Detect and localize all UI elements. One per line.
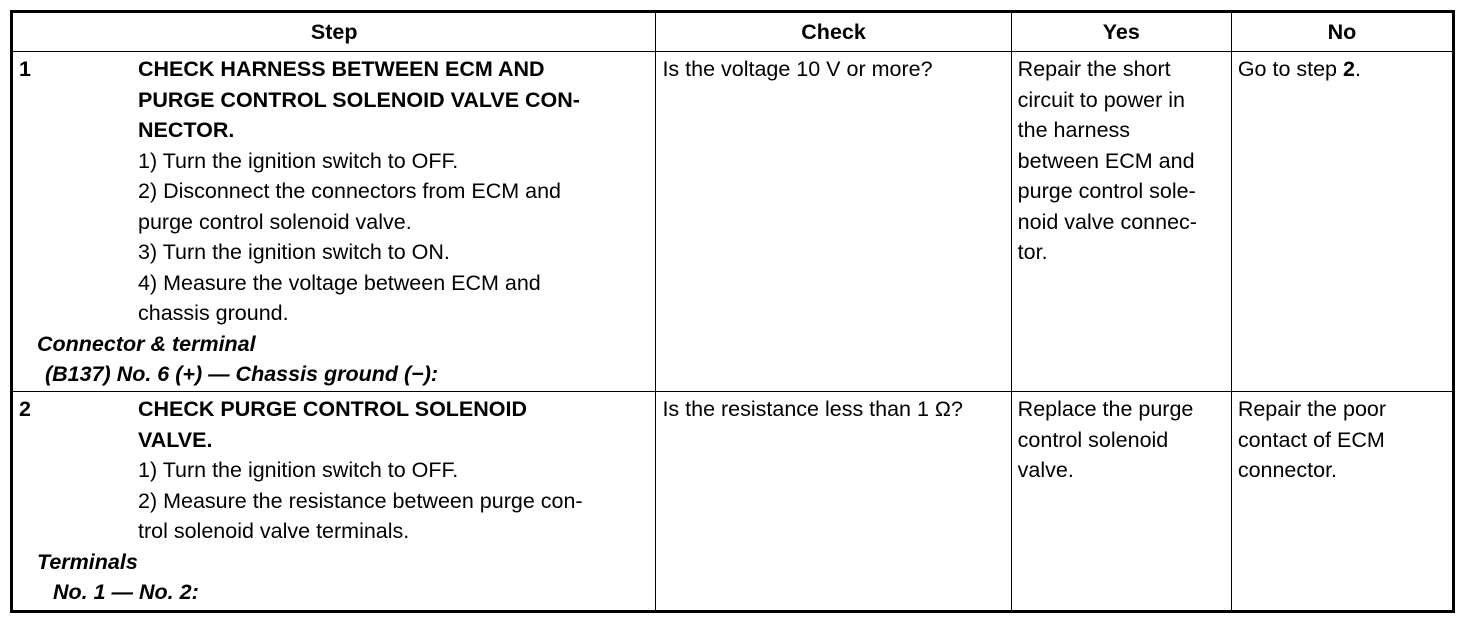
no-action bbox=[1238, 52, 1446, 85]
step-number: 2 bbox=[19, 397, 31, 421]
spec-label: Connector & terminal bbox=[37, 331, 256, 356]
no-cell bbox=[1231, 52, 1453, 392]
check-question: Is the voltage 10 V or more? bbox=[662, 57, 933, 81]
instruction-line: purge control solenoid valve. bbox=[138, 209, 412, 234]
yes-line: control solenoid bbox=[1017, 427, 1169, 452]
no-line: Repair the poor bbox=[1237, 397, 1387, 421]
no-step-ref: 2 bbox=[1342, 57, 1355, 81]
yes-cell bbox=[1011, 392, 1231, 612]
check-cell bbox=[656, 392, 1011, 612]
yes-line: Repair the short bbox=[1017, 57, 1171, 81]
spec-value: No. 1 — No. 2: bbox=[53, 580, 199, 604]
step-cell bbox=[12, 392, 656, 612]
spec-value: (B137) No. 6 (+) — Chassis ground (−): bbox=[45, 362, 439, 386]
instruction-line: 2) Disconnect the connectors from ECM and bbox=[138, 179, 562, 203]
step-title-line: CHECK HARNESS BETWEEN ECM AND bbox=[138, 57, 545, 81]
no-prefix: Go to step bbox=[1237, 57, 1343, 81]
yes-line: purge control sole- bbox=[1017, 179, 1196, 203]
yes-line: valve. bbox=[1017, 458, 1074, 482]
header-step: Step bbox=[12, 12, 656, 52]
yes-line: Replace the purge bbox=[1017, 397, 1194, 421]
instruction-line: trol solenoid valve terminals. bbox=[138, 519, 410, 543]
table-row bbox=[12, 392, 1454, 612]
step-title-line: NECTOR. bbox=[138, 118, 235, 142]
no-cell bbox=[1231, 392, 1453, 612]
step-title-line: CHECK PURGE CONTROL SOLENOID bbox=[138, 397, 528, 421]
step-cell bbox=[12, 52, 656, 392]
yes-line: the harness bbox=[1017, 118, 1131, 142]
step-number: 1 bbox=[19, 57, 31, 81]
no-suffix: . bbox=[1354, 57, 1361, 81]
yes-line: noid valve connec- bbox=[1017, 209, 1197, 234]
yes-line: between ECM and bbox=[1017, 148, 1195, 173]
instruction-line: 1) Turn the ignition switch to OFF. bbox=[138, 458, 459, 482]
instruction-line: 4) Measure the voltage between ECM and bbox=[138, 270, 541, 295]
yes-line: tor. bbox=[1017, 240, 1048, 264]
header-check: Check bbox=[656, 12, 1011, 52]
header-no: No bbox=[1231, 12, 1453, 52]
instruction-line: 1) Turn the ignition switch to OFF. bbox=[138, 148, 459, 173]
instruction-line: 3) Turn the ignition switch to ON. bbox=[138, 240, 450, 264]
spec-label: Terminals bbox=[37, 549, 138, 574]
check-cell bbox=[656, 52, 1011, 392]
no-line: connector. bbox=[1237, 458, 1338, 482]
diagnostic-table bbox=[10, 10, 1455, 613]
table-row bbox=[12, 52, 1454, 392]
check-question: Is the resistance less than 1 Ω? bbox=[662, 397, 963, 421]
yes-cell bbox=[1011, 52, 1231, 392]
instruction-line: chassis ground. bbox=[138, 301, 289, 325]
no-line: contact of ECM bbox=[1237, 427, 1385, 452]
step-title-line: PURGE CONTROL SOLENOID VALVE CON- bbox=[138, 87, 580, 112]
yes-line: circuit to power in bbox=[1017, 87, 1185, 112]
step-title-line: VALVE. bbox=[138, 427, 213, 452]
header-row bbox=[12, 12, 1454, 52]
instruction-line: 2) Measure the resistance between purge con- bbox=[138, 488, 583, 513]
header-yes: Yes bbox=[1011, 12, 1231, 52]
